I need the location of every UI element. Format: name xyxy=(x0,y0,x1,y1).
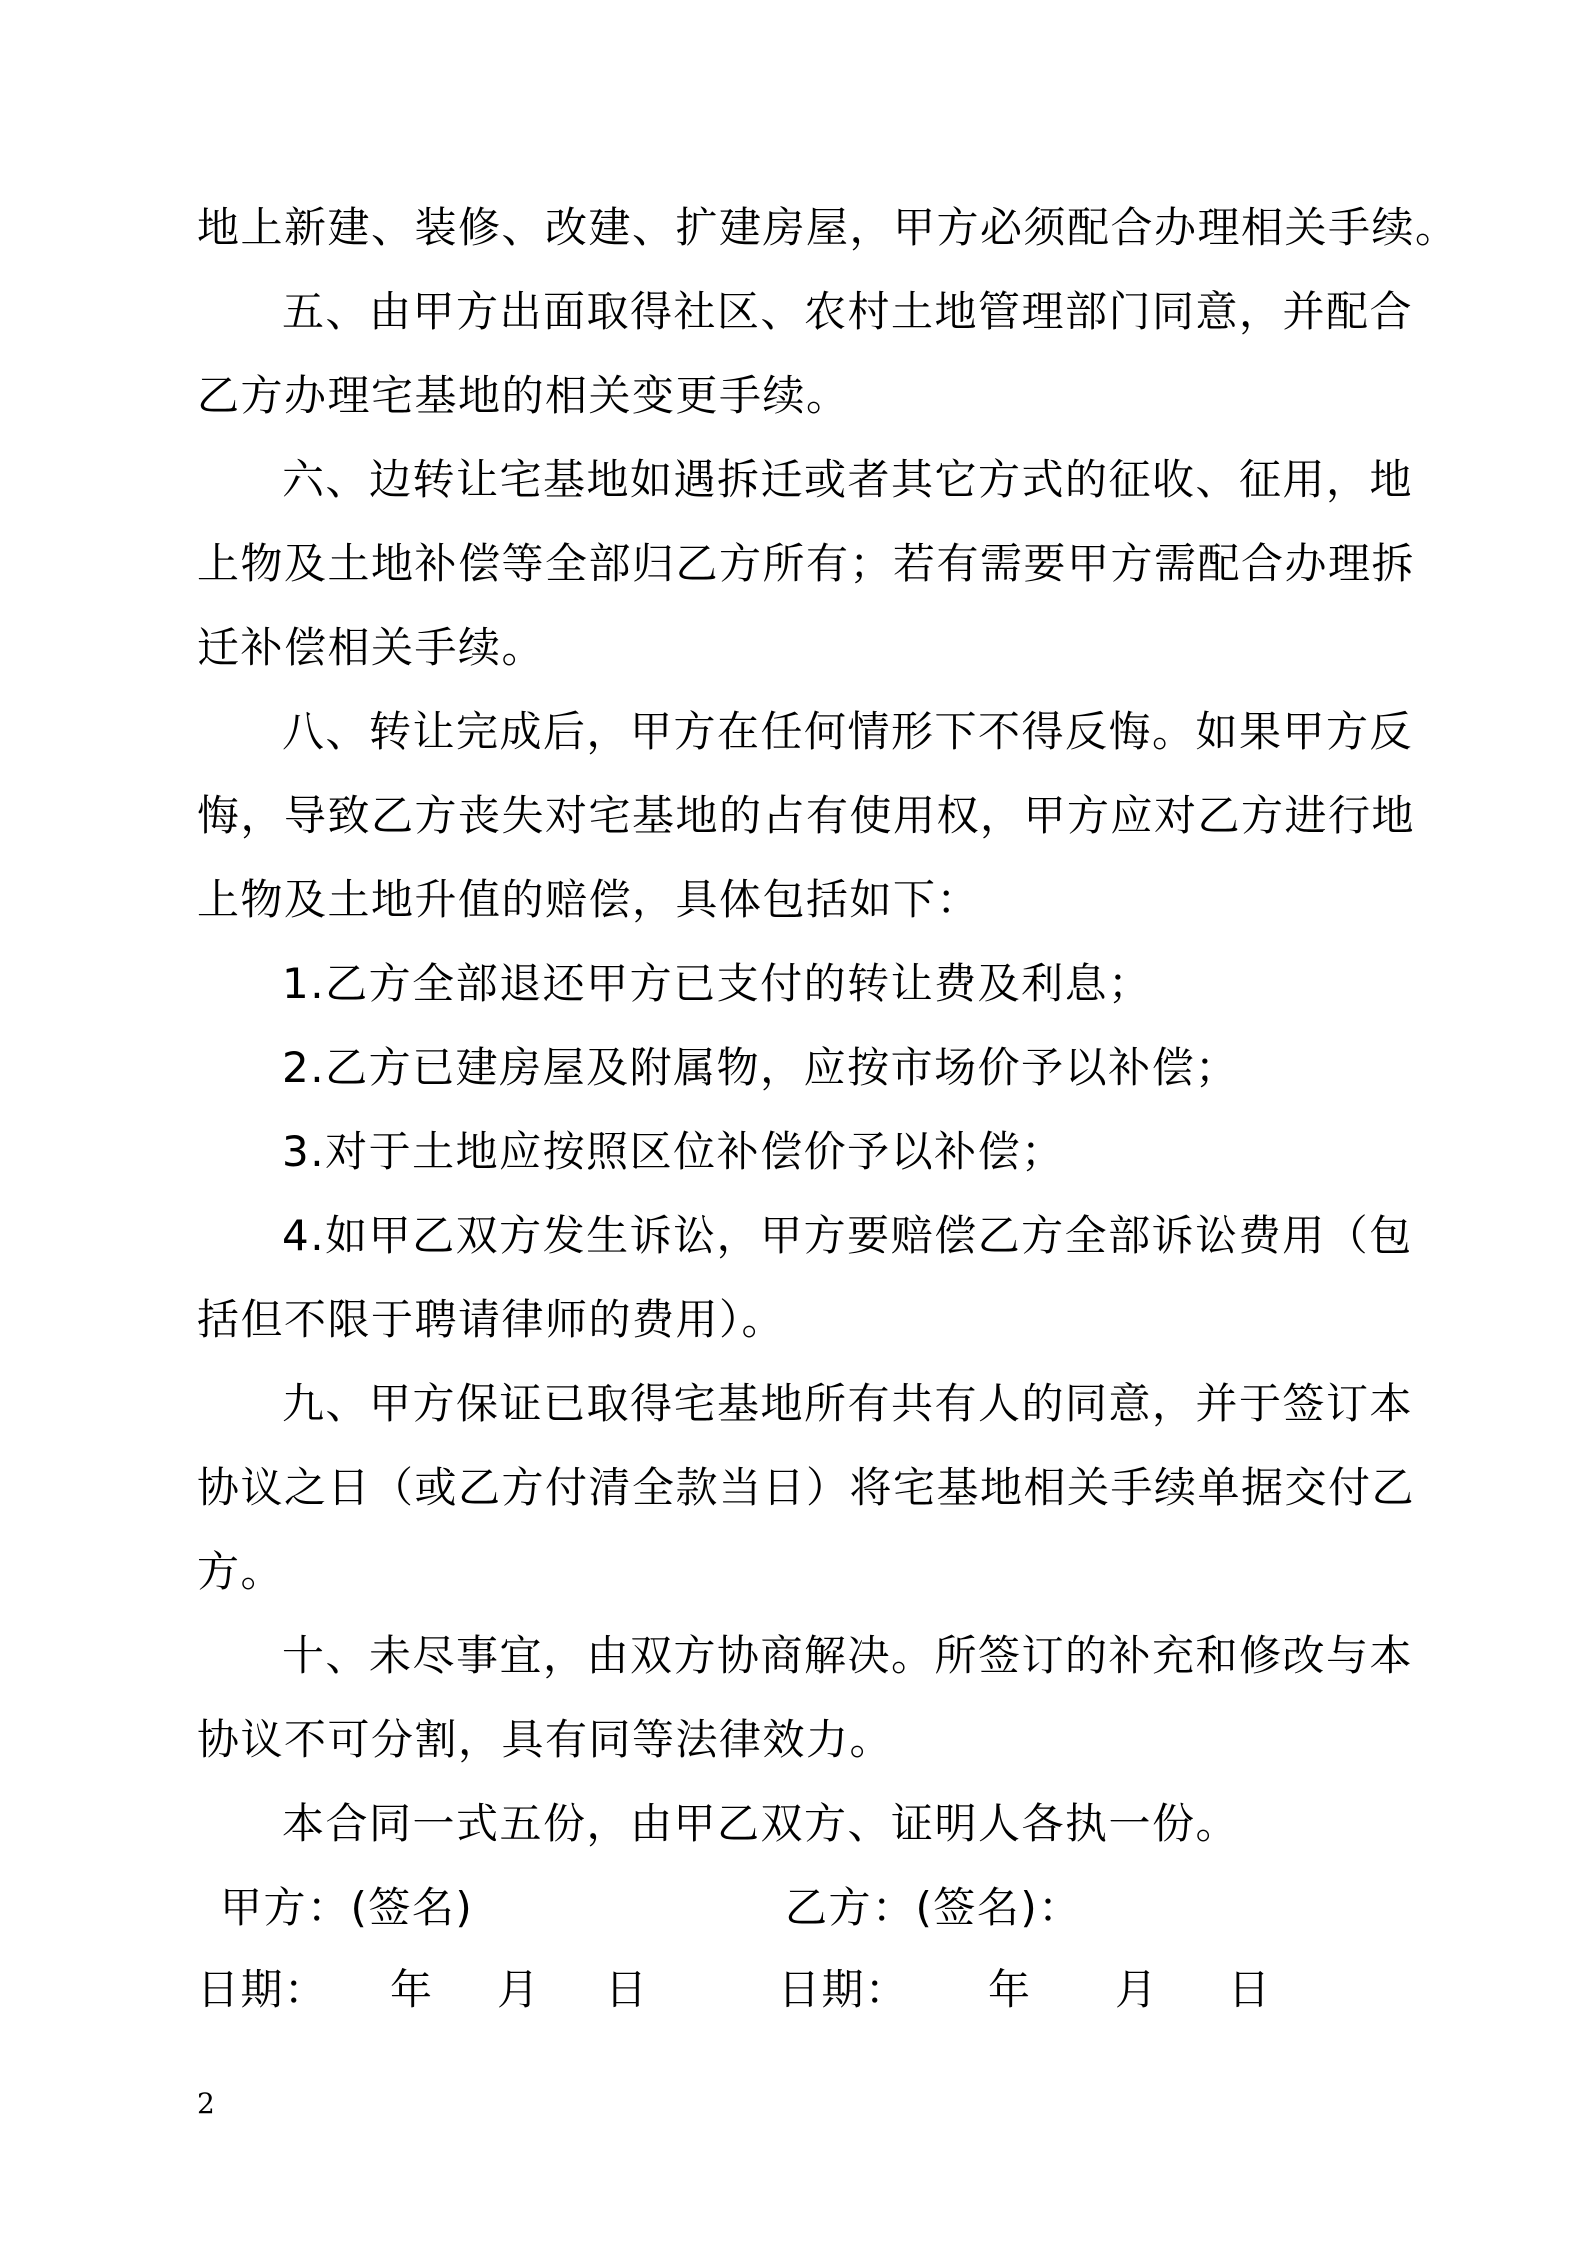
list-item: 4.如甲乙双方发生诉讼，甲方要赔偿乙方全部诉讼费用（包 xyxy=(282,1211,1413,1260)
page-number: 2 xyxy=(197,2087,215,2120)
paragraph-line: 五、由甲方出面取得社区、农村土地管理部门同意，并配合 xyxy=(282,287,1414,336)
paragraph-line: 九、甲方保证已取得宅基地所有共有人的同意，并于签订本 xyxy=(282,1379,1414,1428)
list-item: 1.乙方全部退还甲方已支付的转让费及利息； xyxy=(282,959,1152,1008)
party-b-month-label: 月 xyxy=(1115,1965,1159,2014)
paragraph-line: 乙方办理宅基地的相关变更手续。 xyxy=(197,371,850,420)
paragraph-line: 上物及土地补偿等全部归乙方所有；若有需要甲方需配合办理拆 xyxy=(197,539,1416,588)
party-a-year-label: 年 xyxy=(390,1965,434,2014)
paragraph-line: 迁补偿相关手续。 xyxy=(197,623,546,672)
party-b-signature-label: 乙方：(签名)： xyxy=(785,1883,1082,1932)
paragraph-line: 协议不可分割，具有同等法律效力。 xyxy=(197,1715,894,1764)
party-a-month-label: 月 xyxy=(497,1965,541,2014)
list-item: 括但不限于聘请律师的费用）。 xyxy=(197,1295,786,1344)
party-b-day-label: 日 xyxy=(1228,1965,1272,2014)
paragraph-line: 六、边转让宅基地如遇拆迁或者其它方式的征收、征用，地 xyxy=(282,455,1414,504)
paragraph-line: 本合同一式五份，由甲乙双方、证明人各执一份。 xyxy=(282,1799,1240,1848)
paragraph-line: 方。 xyxy=(197,1547,285,1596)
paragraph-line: 悔，导致乙方丧失对宅基地的占有使用权，甲方应对乙方进行地 xyxy=(197,791,1416,840)
party-a-day-label: 日 xyxy=(605,1965,649,2014)
list-item: 2.乙方已建房屋及附属物，应按市场价予以补偿； xyxy=(282,1043,1239,1092)
paragraph-line: 上物及土地升值的赔偿，具体包括如下： xyxy=(197,875,981,924)
paragraph-line: 地上新建、装修、改建、扩建房屋，甲方必须配合办理相关手续。 xyxy=(197,203,1459,252)
party-b-year-label: 年 xyxy=(988,1965,1032,2014)
party-a-date-label: 日期： xyxy=(197,1965,328,2014)
paragraph-line: 十、未尽事宜，由双方协商解决。所签订的补充和修改与本 xyxy=(282,1631,1414,1680)
party-b-date-label: 日期： xyxy=(778,1965,909,2014)
paragraph-line: 八、转让完成后，甲方在任何情形下不得反悔。如果甲方反 xyxy=(282,707,1414,756)
paragraph-line: 协议之日（或乙方付清全款当日）将宅基地相关手续单据交付乙 xyxy=(197,1463,1416,1512)
party-a-signature-label: 甲方：(签名) xyxy=(220,1883,474,1932)
list-item: 3.对于土地应按照区位补偿价予以补偿； xyxy=(282,1127,1065,1176)
